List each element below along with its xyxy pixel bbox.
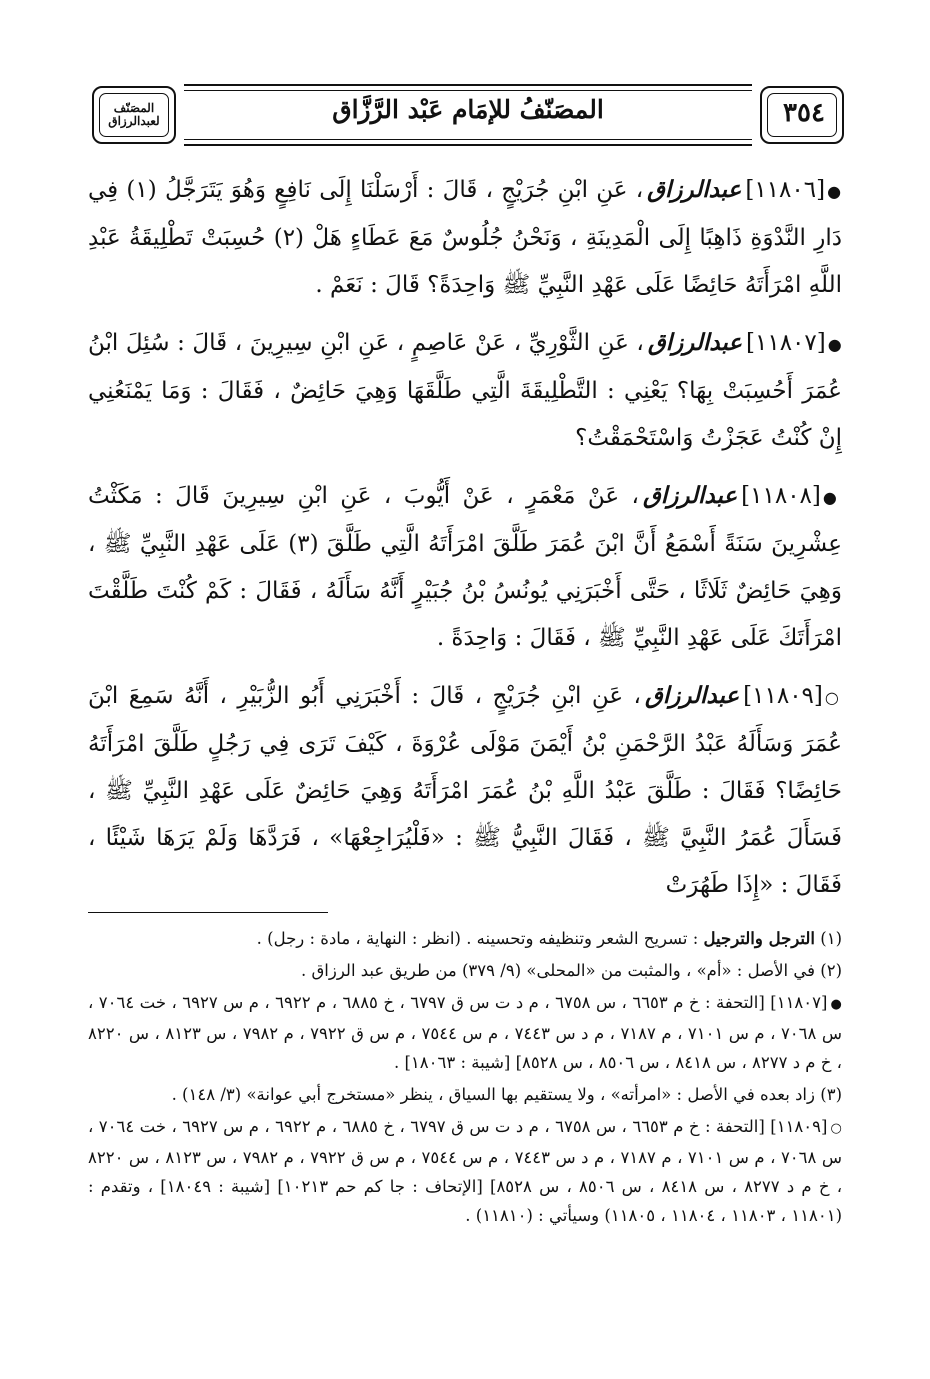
entry-text: ، عَنِ ابْنِ جُرَيْجٍ ، قَالَ : أَرْسَلْنَا إِلَى نَافِعٍ وَهُوَ يَتَرَجَّلُ (١) فِي دَارِ النَّدْوَةِ ذَاهِبًا إِلَى الْمَدِينَةِ ، وَنَحْنُ جُلُوسٌ مَعَ عَطَاءٍ هَلْ (٢) حُسِبَتْ تَطْلِيقَةُ عَبْدِ اللَّهِ امْرَأَتَهُ حَائِضًا عَلَى عَهْدِ النَّبِيِّ ﷺ وَاحِدَةً؟ قَالَ : نَعَمْ .	[88, 177, 842, 298]
entry-source: عبدالرزاق	[642, 482, 738, 509]
entry-text: ، عَنْ مَعْمَرٍ ، عَنْ أَيُّوبَ ، عَنِ ابْنِ سِيرِينَ قَالَ : مَكَثْتُ عِشْرِينَ سَنَةً أَسْمَعُ أَنَّ ابْنَ عُمَرَ طَلَّقَ امْرَأَتَهُ الَّتِي طَلَّقَ (٣) عَلَى عَهْدِ النَّبِيِّ ﷺ ، وَهِيَ حَائِضٌ ثَلَاثًا ، حَتَّى أَخْبَرَنِي يُونُسُ بْنُ جُبَيْرٍ أَنَّهُ سَأَلَهُ ، فَقَالَ : كَمْ كُنْتَ طَلَّقْتَ امْرَأَتَكَ عَلَى عَهْدِ النَّبِيِّ ﷺ ، فَقَالَ : وَاحِدَةً .	[88, 483, 843, 651]
book-title: المصَنّفُ للإمَام عَبْد الرَّزَّاق	[332, 95, 604, 124]
entry-number: [١١٨٠٨]	[741, 483, 821, 509]
entry-marker: ○	[824, 688, 842, 707]
footnote-label: (٢)	[820, 961, 842, 980]
hadith-entry	[88, 166, 842, 309]
footnote-label: [١١٨٠٩]	[770, 1117, 828, 1136]
entry-text: ، عَنِ ابْنِ جُرَيْجٍ ، قَالَ : أَخْبَرَنِي أَبُو الزُّبَيْرِ ، أَنَّهُ سَمِعَ ابْنَ عُمَرَ وَسَأَلَهُ عَبْدُ الرَّحْمَنِ بْنُ أَيْمَنَ مَوْلَى عُرْوَةَ ، كَيْفَ تَرَى فِي رَجُلٍ طَلَّقَ امْرَأَتَهُ حَائِضًا؟ فَقَالَ : طَلَّقَ عَبْدُ اللَّهِ بْنُ عُمَرَ امْرَأَتَهُ وَهِيَ حَائِضٌ عَلَى عَهْدِ النَّبِيِّ ﷺ ، فَسَأَلَ عُمَرُ النَّبِيَّ ﷺ ، فَقَالَ النَّبِيُّ ﷺ : «فَلْيُرَاجِعْهَا» ، فَرَدَّهَا وَلَمْ يَرَهَا شَيْئًا ، فَقَالَ : «إِذَا طَهُرَتْ	[88, 683, 842, 898]
entry-source: عبدالرزاق	[644, 682, 740, 709]
footnote	[88, 956, 842, 985]
footnote	[88, 1080, 842, 1109]
footnote-label: (٣)	[820, 1085, 842, 1104]
hadith-entry	[88, 672, 842, 909]
footnote-marker: ○	[830, 1121, 842, 1136]
header-title-band	[184, 84, 752, 146]
entry-source: عبدالرزاق	[647, 329, 743, 356]
logo-text: المصَنّف لعبدالرزاق	[108, 101, 160, 128]
entry-marker: ●	[827, 182, 842, 201]
footnote	[88, 1112, 842, 1230]
entry-number: [١١٨٠٧]	[746, 330, 826, 356]
entry-text: ، عَنِ الثَّوْرِيِّ ، عَنْ عَاصِمٍ ، عَنِ ابْنِ سِيرِينَ ، قَالَ : سُئِلَ ابْنُ عُمَرَ أَحُسِبَتْ بِهَا؟ يَعْنِي : التَّطْلِيقَةَ الَّتِي طَلَّقَهَا وَهِيَ حَائِضٌ ، فَقَالَ : وَمَا يَمْنَعُنِي إِنْ كُنْتُ عَجَزْتُ وَاسْتَحْمَقْتُ؟	[88, 330, 842, 451]
header-logo	[92, 86, 176, 144]
footnote	[88, 988, 842, 1077]
main-text	[88, 166, 842, 919]
footnote-divider	[88, 912, 328, 913]
footnote-text: : تسريح الشعر وتنظيفه وتحسينه . (انظر : النهاية ، مادة : رجل) .	[256, 929, 699, 948]
footnote-term: الترجل والترجيل	[703, 929, 815, 948]
entry-marker: ●	[827, 335, 842, 354]
hadith-entry	[88, 319, 842, 462]
footnote-marker: ●	[830, 997, 842, 1012]
page-header	[92, 80, 844, 146]
footnote-text: زاد بعده في الأصل : «امرأته» ، ولا يستقيم بها السياق ، ينظر «مستخرج أبي عوانة» (٣/ ١٤٨) .	[171, 1085, 815, 1104]
entry-number: [١١٨٠٩]	[743, 683, 823, 709]
footnotes	[88, 924, 842, 1233]
footnote	[88, 924, 842, 953]
footnote-label: [١١٨٠٧]	[770, 993, 828, 1012]
entry-source: عبدالرزاق	[647, 176, 742, 203]
hadith-entry	[88, 472, 842, 662]
footnote-text: في الأصل : «أم» ، والمثبت من «المحلى» (٩/ ٣٧٩) من طريق عبد الرزاق .	[300, 961, 815, 980]
footnote-label: (١)	[820, 929, 842, 948]
page-number: ٣٥٤	[783, 98, 825, 128]
entry-marker: ●	[822, 488, 842, 507]
entry-number: [١١٨٠٦]	[745, 177, 826, 203]
footnote-text: [التحفة : خ م ٦٦٥٣ ، س ٦٧٥٨ ، م د ت س ق ٦٧٩٧ ، خ ٦٨٨٥ ، م ٦٩٢٢ ، م س ٦٩٢٧ ، خت ٧٠٦٤ ، س ٧٠٦٨ ، م س ٧١٠١ ، م ٧١٨٧ ، م د س ٧٤٤٣ ، م س ٧٥٤٤ ، م س ق ٧٩٢٢ ، م ٧٩٨٢ ، س ٨١٢٣ ، س ٨٢٢٠ ، خ م د ٨٢٧٧ ، س ٨٤١٨ ، س ٨٥٠٦ ، س ٨٥٢٨] [شيبة : ١٨٠٦٣] .	[88, 993, 843, 1072]
footnote-text: [التحفة : خ م ٦٦٥٣ ، س ٦٧٥٨ ، م د ت س ق ٦٧٩٧ ، خ ٦٨٨٥ ، م ٦٩٢٢ ، م س ٦٩٢٧ ، خت ٧٠٦٤ ، س ٧٠٦٨ ، م س ٧١٠١ ، م ٧١٨٧ ، م د س ٧٤٤٣ ، م س ٧٥٤٤ ، م س ق ٧٩٢٢ ، م ٧٩٨٢ ، س ٨١٢٣ ، س ٨٢٢٠ ، خ م د ٨٢٧٧ ، س ٨٤١٨ ، س ٨٥٠٦ ، س ٨٥٢٨] [الإتحاف : جا كم حم ١٠٢١٣] [شيبة : ١٨٠٤٩] ، وتقدم : (١١٨٠١ ، ١١٨٠٣ ، ١١٨٠٤ ، ١١٨٠٥) وسيأتي : (١١٨١٠) .	[88, 1117, 843, 1225]
